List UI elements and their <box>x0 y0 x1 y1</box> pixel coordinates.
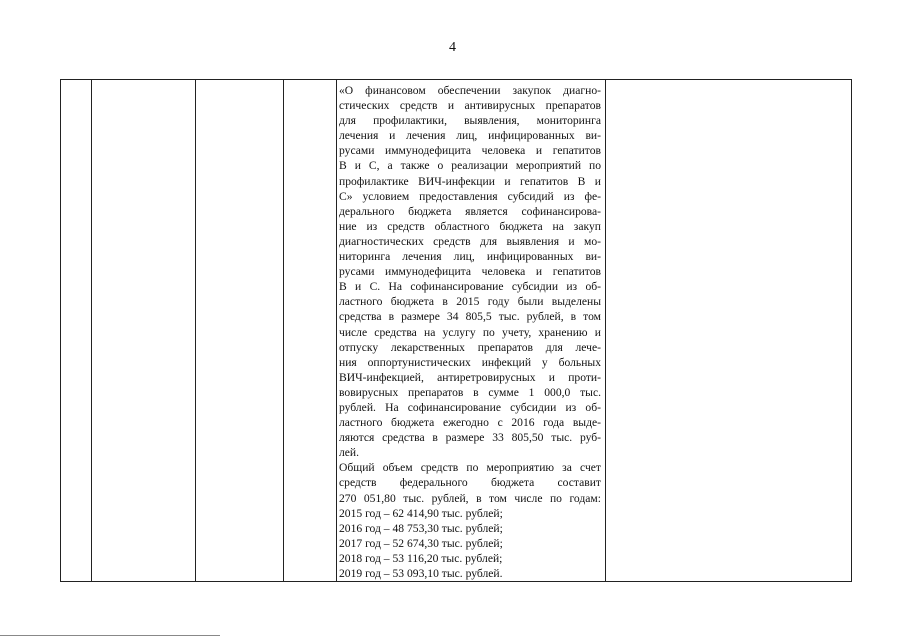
text-line: отпуску лекарственных препаратов для лече- <box>339 340 601 354</box>
text-line: стических средств и антивирусных препаратов <box>339 99 601 113</box>
text-line: русами иммунодефицита человека и гепатитов <box>339 144 601 158</box>
text-line: рублей. На софинансирование субсидии из об- <box>339 400 601 414</box>
text-line: диагностических средств для выявления и мо- <box>339 234 601 248</box>
text-line: 2016 год – 48 753,30 тыс. рублей; <box>339 521 503 535</box>
column-divider <box>336 80 337 581</box>
text-line: для профилактики, выявления, мониторинга <box>339 114 601 128</box>
text-line: 2017 год – 52 674,30 тыс. рублей; <box>339 536 503 550</box>
text-line: дерального бюджета является софинансирова- <box>339 204 601 218</box>
table-cell-text <box>339 83 601 581</box>
bottom-rule <box>0 635 220 636</box>
text-line: вовирусных препаратов в сумме 1 000,0 тыс. <box>339 385 601 399</box>
text-line: лечения и лечения лиц, инфицированных ви- <box>339 129 601 143</box>
text-line: ластного бюджета ежегодно с 2016 года выде- <box>339 416 601 430</box>
text-line: В и С, а также о реализации мероприятий по <box>339 159 601 173</box>
text-line: 2019 год – 53 093,10 тыс. рублей. <box>339 567 503 580</box>
text-line: русами иммунодефицита человека и гепатитов <box>339 265 601 279</box>
text-line: С» условием предоставления субсидий из фе- <box>339 189 601 203</box>
text-line: ния оппортунистических инфекций у больных <box>339 355 601 369</box>
text-line: В и С. На софинансирование субсидии из об- <box>339 280 601 294</box>
text-line: профилактике ВИЧ-инфекции и гепатитов В и <box>339 174 601 188</box>
text-line: 2018 год – 53 116,20 тыс. рублей; <box>339 551 503 565</box>
text-line: средств федерального бюджета составит <box>339 476 601 490</box>
text-line: ние из средств областного бюджета на закуп <box>339 219 601 233</box>
text-line: «О финансовом обеспечении закупок диагно- <box>339 84 601 97</box>
text-line: лей. <box>339 446 360 460</box>
document-table <box>60 79 852 582</box>
text-line: средства в размере 34 805,5 тыс. рублей, в том <box>339 310 601 324</box>
text-line: ластного бюджета в 2015 году были выделены <box>339 295 601 309</box>
text-line: числе средства на услугу по учету, хранению и <box>339 325 601 339</box>
text-line: ВИЧ-инфекцией, антиретровирусных и проти- <box>339 370 601 384</box>
column-divider <box>91 80 92 581</box>
text-line: ниторинга лечения лиц, инфицированных ви- <box>339 250 601 264</box>
column-divider <box>283 80 284 581</box>
column-divider <box>605 80 606 581</box>
column-divider <box>195 80 196 581</box>
text-line: ляются средства в размере 33 805,50 тыс. руб- <box>339 431 601 445</box>
text-line: 270 051,80 тыс. рублей, в том числе по годам: <box>339 491 601 505</box>
page-number: 4 <box>449 40 456 55</box>
text-line: Общий объем средств по мероприятию за счет <box>339 461 601 475</box>
text-line: 2015 год – 62 414,90 тыс. рублей; <box>339 506 503 520</box>
